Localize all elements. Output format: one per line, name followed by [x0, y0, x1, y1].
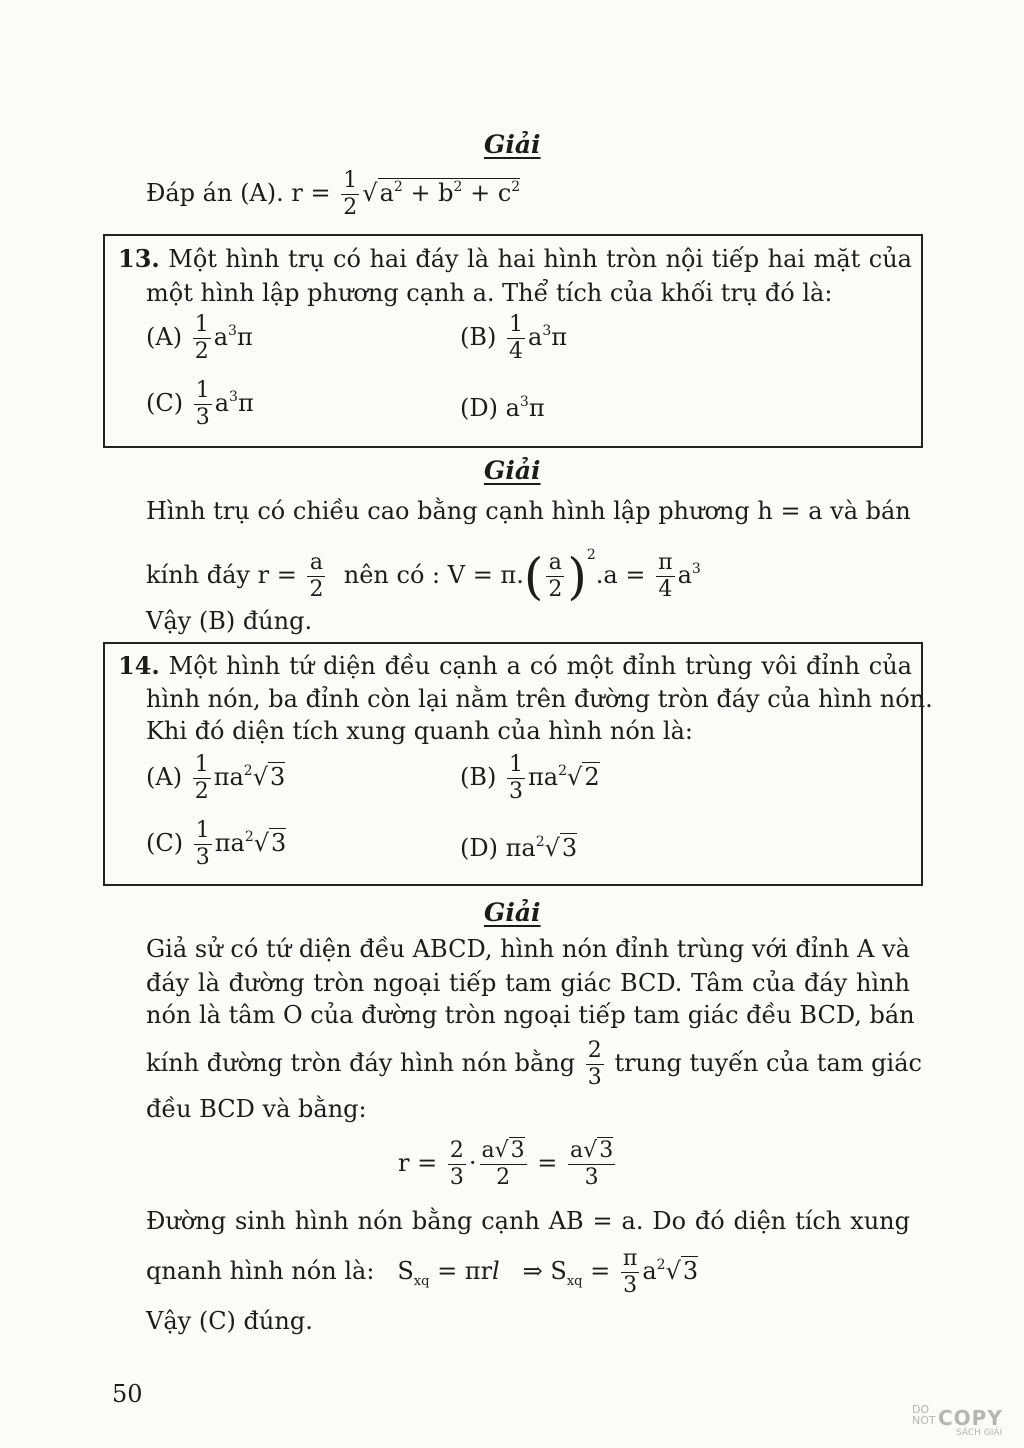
solution-14-line-4: kính đường tròn đáy hình nón bằng $\frac{2}{3}$ trung tuyến của tam giác	[146, 1038, 922, 1090]
solution-14-line-2: đáy là đường tròn ngoại tiếp tam giác BCD. Tâm của đáy hình	[146, 969, 910, 997]
answer-prefix: Đáp án (A).	[146, 179, 284, 207]
sqrt-expression: $√a^2 + b^2 + c^2$	[362, 179, 521, 207]
question-13-option-c[interactable]: (C) $\frac{1}{3}$ $a^3\pi$	[146, 378, 254, 430]
solution-14-equation: r = $\frac{2}{3}$ · $\frac{a√3}{2}$ = $\frac{a√3}{3}$	[398, 1138, 614, 1190]
question-13-option-d[interactable]: (D) $a^3\pi$	[460, 394, 545, 422]
solution-13-heading: Giải	[484, 456, 541, 485]
watermark-logo: DO NOT COPY SÁCH GIẢI	[912, 1403, 1003, 1438]
solution-14-line-5: đều BCD và bằng:	[146, 1095, 367, 1123]
question-13-line-2: một hình lập phương cạnh a. Thể tích của khối trụ đó là:	[146, 279, 833, 307]
solution-13-line-2: kính đáy r = $\frac{a}{2}$ nên có : V = π.( $\frac{a}{2}$ )$^2$.a = $\frac{\pi}{4}$ $a^3$	[146, 547, 701, 606]
solution-14-line-6: Đường sinh hình nón bằng cạnh AB = a. Do đó diện tích xung	[146, 1207, 910, 1235]
solution-12-answer	[146, 170, 520, 219]
solution-13-line-1: Hình trụ có chiều cao bằng cạnh hình lập phương h = a và bán	[146, 497, 911, 525]
question-13-option-a[interactable]: (A) $\frac{1}{2}$ $a^3\pi$	[146, 312, 253, 364]
question-14-line-1: 14. Một hình tứ diện đều cạnh a có một đỉnh trùng vôi đỉnh của	[118, 651, 912, 680]
question-13-line-1: 13. Một hình trụ có hai đáy là hai hình tròn nội tiếp hai mặt của	[118, 244, 912, 273]
formula-lhs: r =	[291, 179, 331, 207]
solution-12-heading: Giải	[484, 130, 541, 159]
solution-14-line-1: Giả sử có tứ diện đều ABCD, hình nón đỉnh trùng với đỉnh A và	[146, 935, 910, 963]
question-13-option-b[interactable]: (B) $\frac{1}{4}$ $a^3\pi$	[460, 312, 568, 364]
solution-14-line-7: qnanh hình nón là: $S_{xq} = \pi rl$ ⇒ $S_{xq}$ = $\frac{\pi}{3}$ $a^2√3$	[146, 1246, 699, 1298]
solution-14-line-3: nón là tâm O của đường tròn ngoại tiếp tam giác đều BCD, bán	[146, 1001, 915, 1029]
page-number: 50	[112, 1380, 143, 1408]
question-14-option-d[interactable]: (D) $\pi a^2√3$	[460, 834, 578, 862]
solution-14-conclusion: Vậy (C) đúng.	[146, 1307, 313, 1335]
question-14-option-a[interactable]: (A) $\frac{1}{2}$ $\pi a^2√3$	[146, 752, 286, 804]
question-14-line-3: Khi đó diện tích xung quanh của hình nón là:	[146, 717, 693, 745]
solution-14-heading: Giải	[484, 898, 541, 927]
question-14-option-c[interactable]: (C) $\frac{1}{3}$ $\pi a^2√3$	[146, 818, 287, 870]
solution-13-conclusion: Vậy (B) đúng.	[146, 607, 313, 635]
question-14-option-b[interactable]: (B) $\frac{1}{3}$ $\pi a^2√2$	[460, 752, 600, 804]
fraction: $\frac{1}{2}$	[343, 168, 358, 220]
question-14-line-2: hình nón, ba đỉnh còn lại nằm trên đường tròn đáy của hình nón.	[146, 685, 933, 713]
